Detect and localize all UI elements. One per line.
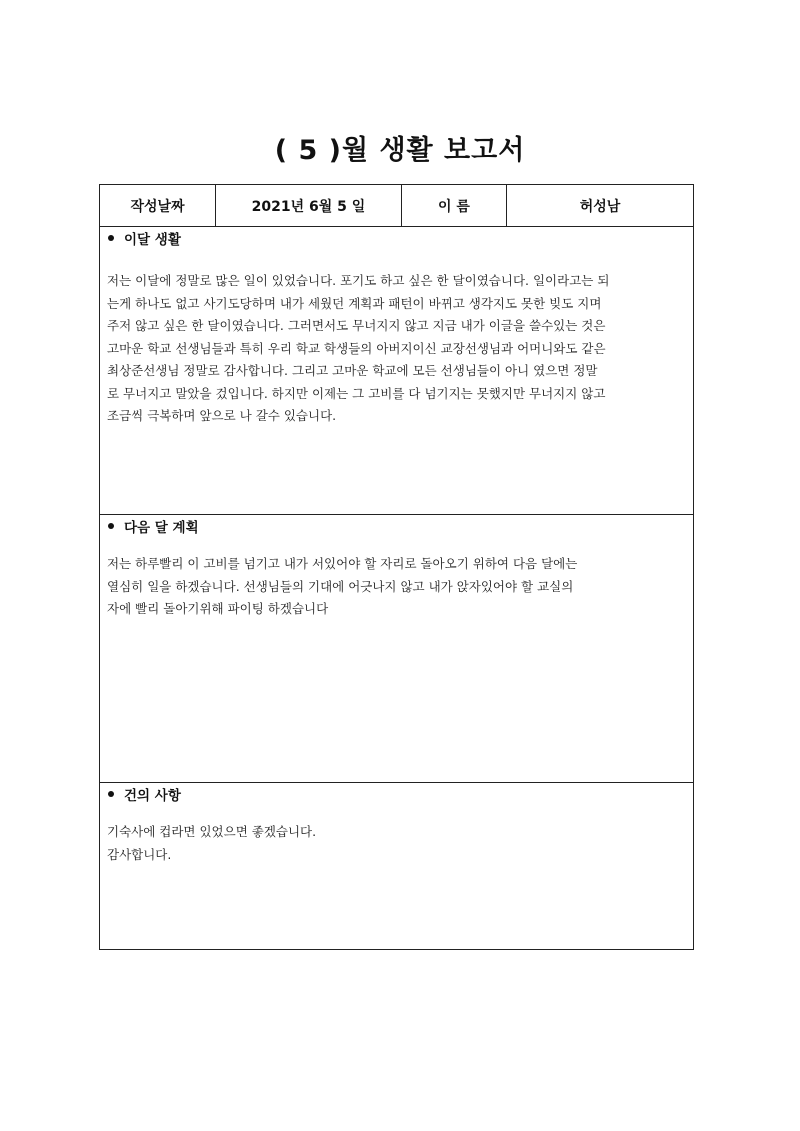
section-body xyxy=(107,270,687,428)
section-next-month xyxy=(100,515,693,783)
body-line: 감사합니다. xyxy=(107,846,172,862)
body-line: 조금씩 극복하며 앞으로 나 갈수 있습니다. xyxy=(107,408,337,423)
section-this-month xyxy=(100,227,693,515)
bullet-icon xyxy=(108,235,114,241)
body-line: 는게 하나도 없고 사기도당하며 내가 세웠던 계획과 패턴이 바뀌고 생각지도 못한 빚도 지며 xyxy=(107,295,602,311)
section-heading-label: 건의 사항 xyxy=(124,788,181,804)
body-line: 로 무너지고 말았을 겄입니다. 하지만 이제는 그 고비를 다 넘기지는 못했지만 무너지지 않고 xyxy=(107,385,606,401)
body-line: 최상준선생님 정말로 감사합니다. 그리고 고마운 학교에 모든 선생님들이 아니 였으면 정말 xyxy=(107,363,598,378)
name-value: 허성남 xyxy=(506,185,693,226)
body-line: 기숙사에 컵라면 있었으면 좋겠습니다. xyxy=(107,824,317,839)
report-table xyxy=(99,184,694,950)
body-line: 저는 이달에 정말로 많은 일이 있었습니다. 포기도 하고 싶은 한 달이였습니다. 일이라고는 되 xyxy=(107,273,610,288)
body-line: 주저 않고 싶은 한 달이였습니다. 그러면서도 무너지지 않고 지금 내가 이글을 쓸수있는 것은 xyxy=(107,318,606,333)
section-body xyxy=(107,553,687,621)
header-row xyxy=(100,185,693,227)
date-value: 2021년 6월 5 일 xyxy=(215,185,401,226)
section-suggestions xyxy=(100,783,693,949)
report-title: ( 5 )월 생활 보고서 xyxy=(274,135,526,166)
section-heading-label: 다음 달 계획 xyxy=(124,520,199,536)
body-line: 저는 하루빨리 이 고비를 넘기고 내가 서있어야 할 자리로 돌아오기 위하여 다음 달에는 xyxy=(107,556,578,571)
section-heading xyxy=(108,229,181,247)
section-heading xyxy=(108,785,181,803)
bullet-icon xyxy=(108,791,114,797)
bullet-icon xyxy=(108,523,114,529)
name-label: 이 름 xyxy=(401,185,506,226)
body-line: 고마운 학교 선생님들과 특히 우리 학교 학생들의 아버지이신 교장선생님과 어머니와도 같은 xyxy=(107,340,606,356)
section-heading xyxy=(108,517,199,535)
section-body xyxy=(107,821,687,866)
body-line: 자에 빨리 돌아기위해 파이팅 하겠습니다 xyxy=(107,601,329,616)
body-line: 열심히 일을 하겠습니다. 선생님들의 기대에 어긋나지 않고 내가 앉자있어야 할 교실의 xyxy=(107,578,574,594)
date-label: 작성날짜 xyxy=(130,198,185,215)
section-heading-label: 이달 생활 xyxy=(124,232,181,248)
